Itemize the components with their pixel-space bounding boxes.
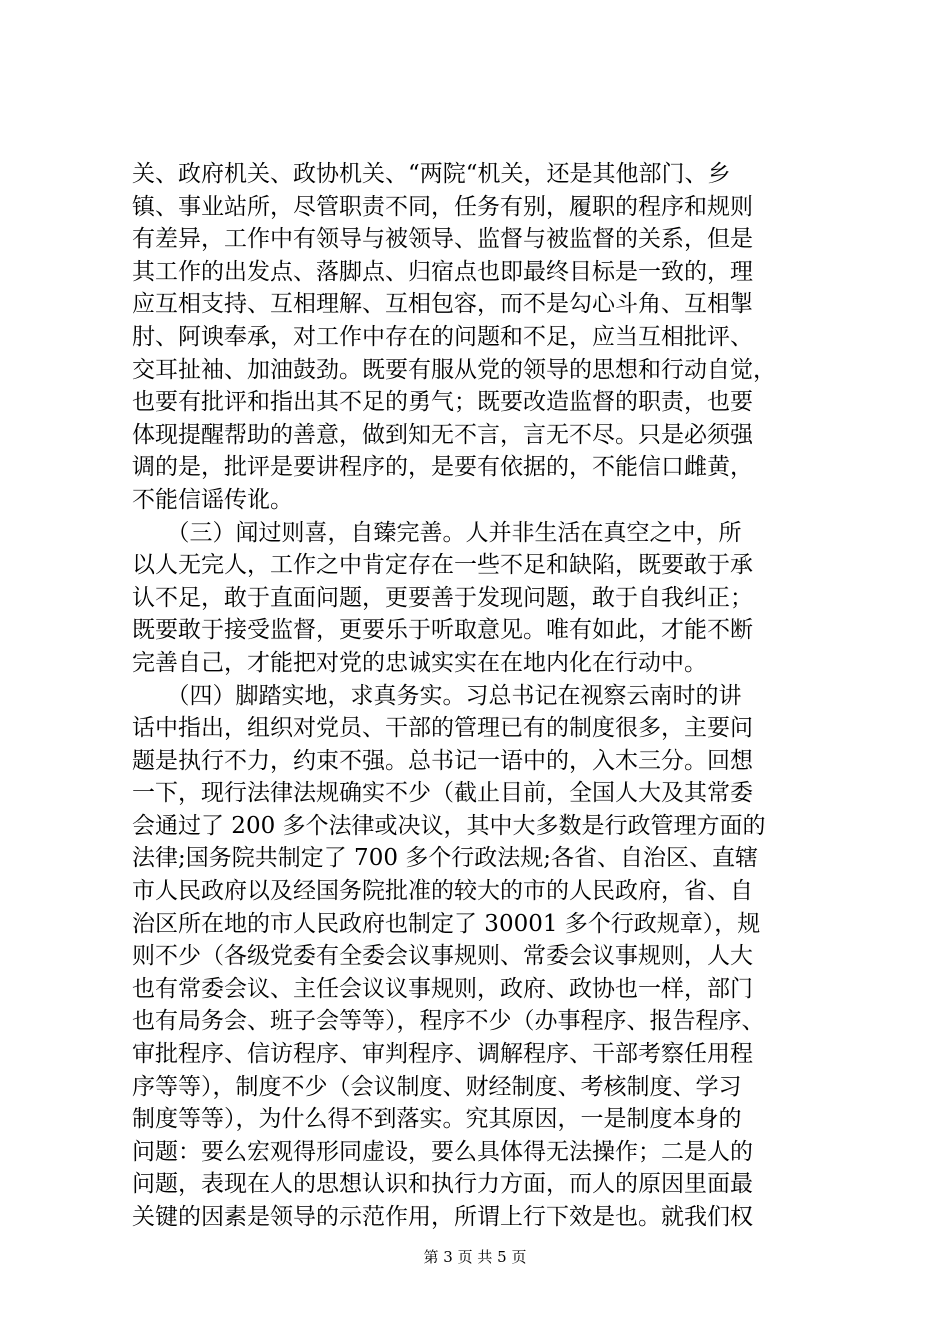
text-line: 镇、事业站所，尽管职责不同，任务有别，履职的程序和规则 (132, 193, 753, 220)
text-line: 问题：要么宏观得形同虚设，要么具体得无法操作；二是人的 (132, 1138, 753, 1165)
page-number-footer: 第 3 页 共 5 页 (423, 1248, 527, 1266)
text-line: 也有局务会、班子会等等），程序不少（办事程序、报告程序、 (132, 1008, 765, 1035)
text-line: 也要有批评和指出其不足的勇气；既要改造监督的职责，也要 (132, 389, 753, 416)
text-line: 制度等等），为什么得不到落实。究其原因，一是制度本身的 (132, 1106, 742, 1133)
text-line: 以人无完人，工作之中肯定存在一些不足和缺陷，既要敢于承 (132, 552, 753, 579)
text-line: 治区所在地的市人民政府也制定了 30001 多个行政规章），规 (132, 910, 761, 937)
section-three-heading-line: （三）闻过则喜，自臻完善。人并非生活在真空之中，所 (132, 519, 742, 546)
document-body (132, 158, 832, 1234)
text-line: 认不足，敢于直面问题，更要善于发现问题，敢于自我纠正； (132, 584, 753, 611)
text-line: 会通过了 200 多个法律或决议，其中大多数是行政管理方面的 (132, 812, 766, 839)
section-four-heading-line: （四）脚踏实地，求真务实。习总书记在视察云南时的讲 (132, 682, 742, 709)
text-line: 完善自己，才能把对党的忠诚实实在在地内化在行动中。 (132, 649, 707, 676)
text-line: 有差异，工作中有领导与被领导、监督与被监督的关系，但是 (132, 226, 753, 253)
text-line: 既要敢于接受监督，更要乐于听取意见。唯有如此，才能不断 (132, 617, 753, 644)
text-line: 应互相支持、互相理解、互相包容，而不是勾心斗角、互相掣 (132, 291, 753, 318)
text-line: 肘、阿谀奉承，对工作中存在的问题和不足，应当互相批评、 (132, 323, 753, 350)
text-line: 市人民政府以及经国务院批准的较大的市的人民政府，省、自 (132, 878, 753, 905)
text-line: 体现提醒帮助的善意，做到知无不言，言无不尽。只是必须强 (132, 421, 753, 448)
text-line: 话中指出，组织对党员、干部的管理已有的制度很多，主要问 (132, 715, 753, 742)
text-line: 问题，表现在人的思想认识和执行力方面，而人的原因里面最 (132, 1171, 753, 1198)
text-line: 关键的因素是领导的示范作用，所谓上行下效是也。就我们权 (132, 1204, 753, 1230)
text-line: 调的是，批评是要讲程序的，是要有依据的，不能信口雌黄， (132, 454, 753, 481)
text-line: 审批程序、信访程序、审判程序、调解程序、干部考察任用程 (132, 1041, 753, 1068)
text-line: 交耳扯袖、加油鼓劲。既要有服从党的领导的思想和行动自觉， (132, 356, 776, 383)
text-line: 法律;国务院共制定了 700 多个行政法规;各省、自治区、直辖 (132, 845, 759, 872)
text-line: 序等等），制度不少（会议制度、财经制度、考核制度、学习 (132, 1073, 742, 1100)
text-line: 不能信谣传讹。 (132, 486, 293, 513)
text-line: 也有常委会议、主任会议议事规则，政府、政协也一样，部门 (132, 975, 753, 1002)
text-line: 一下，现行法律法规确实不少（截止目前，全国人大及其常委 (132, 780, 753, 807)
text-line: 关、政府机关、政协机关、“两院“机关，还是其他部门、乡 (132, 161, 731, 187)
text-line: 其工作的出发点、落脚点、归宿点也即最终目标是一致的，理 (132, 258, 753, 285)
text-line: 题是执行不力，约束不强。总书记一语中的，入木三分。回想 (132, 747, 753, 774)
text-line: 则不少（各级党委有全委会议事规则、常委会议事规则，人大 (132, 943, 753, 970)
